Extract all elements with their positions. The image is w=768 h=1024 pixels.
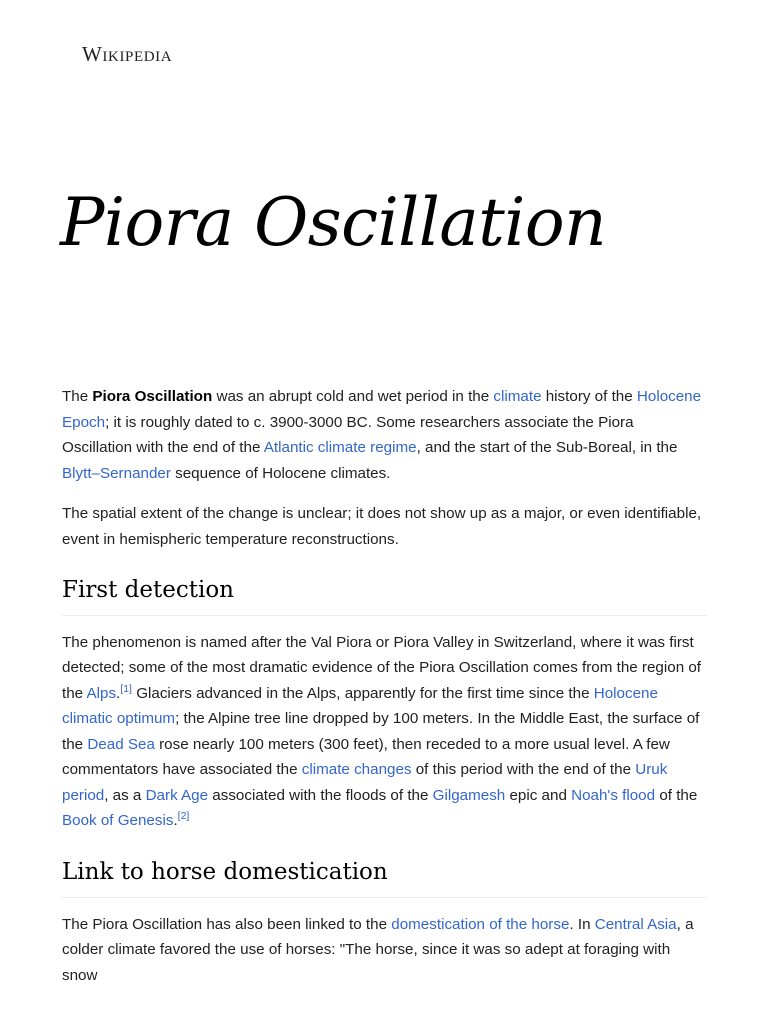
article-content [62,384,707,1003]
text: of this period with the end of the [411,761,636,779]
text: associated with the floods of the [208,786,433,804]
link-blytt-sernander[interactable]: Blytt–Sernander [62,464,171,482]
first-detection-paragraph [62,630,707,834]
link-alps[interactable]: Alps [86,684,117,702]
link-uruk-period[interactable]: Uruk period [62,761,668,804]
link-dark-age[interactable]: Dark Age [145,786,209,804]
reference-2[interactable]: [2] [177,810,190,823]
text: ; it is roughly dated to c. 3900-3000 BC. Some researchers associate the Piora Oscillation with the end of the [62,413,634,456]
page-title: Piora Oscillation [60,184,607,261]
link-noahs-flood[interactable]: Noah's flood [571,786,656,804]
text: epic and [505,786,572,804]
text: Glaciers advanced in the Alps, apparently for the first time since the [131,684,594,702]
link-holocene-epoch[interactable]: Holocene Epoch [62,388,702,431]
link-holocene-climatic-optimum[interactable]: Holocene climatic optimum [62,684,658,728]
text: . In [569,915,595,933]
text: of the [655,786,698,804]
text: , and the start of the Sub-Boreal, in the [416,439,678,456]
text: The Piora Oscillation has also been linked to the [62,915,392,933]
section-heading-first-detection: First detection [62,576,707,616]
spatial-paragraph: The spatial extent of the change is unclear; it does not show up as a major, or even identifiable, event in hemispheric temperature reconstructions. [62,505,702,548]
wikipedia-logo[interactable]: Wikipedia [82,42,173,66]
link-book-of-genesis[interactable]: Book of Genesis [62,812,174,830]
text: . [116,684,121,702]
link-domestication-of-the-horse[interactable]: domestication of the horse [391,915,570,933]
text: , as a [104,786,146,804]
text: . [173,812,178,830]
link-dead-sea[interactable]: Dead Sea [87,735,155,753]
text: rose nearly 100 meters (300 feet), then receded to a more usual level. A few commentators have associated the [62,735,670,779]
link-gilgamesh[interactable]: Gilgamesh [432,786,506,804]
text: ; the Alpine tree line dropped by 100 meters. In the Middle East, the surface of the [62,710,700,753]
reference-1[interactable]: [1] [120,682,132,695]
link-atlantic-climate-regime[interactable]: Atlantic climate regime [263,439,417,456]
horse-domestication-paragraph [62,912,707,989]
text: , a colder climate favored the use of horses: "The horse, since it was so adept at foraging with snow [62,915,694,984]
text: The [62,388,93,405]
link-climate[interactable]: climate [493,388,542,405]
link-climate-changes[interactable]: climate changes [301,761,412,779]
intro-paragraph [62,384,707,486]
bold-term: Piora Oscillation [92,388,213,405]
section-heading-horse-domestication: Link to horse domestication [62,858,707,898]
text: was an abrupt cold and wet period in the [212,388,494,405]
link-central-asia[interactable]: Central Asia [594,915,677,933]
text: sequence of Holocene climates. [170,464,391,482]
text: history of the [541,388,637,405]
text: The phenomenon is named after the Val Piora or Piora Valley in Switzerland, where it was first detected; some of the most dramatic evidence of the Piora Oscillation comes from the region of the [62,633,702,702]
